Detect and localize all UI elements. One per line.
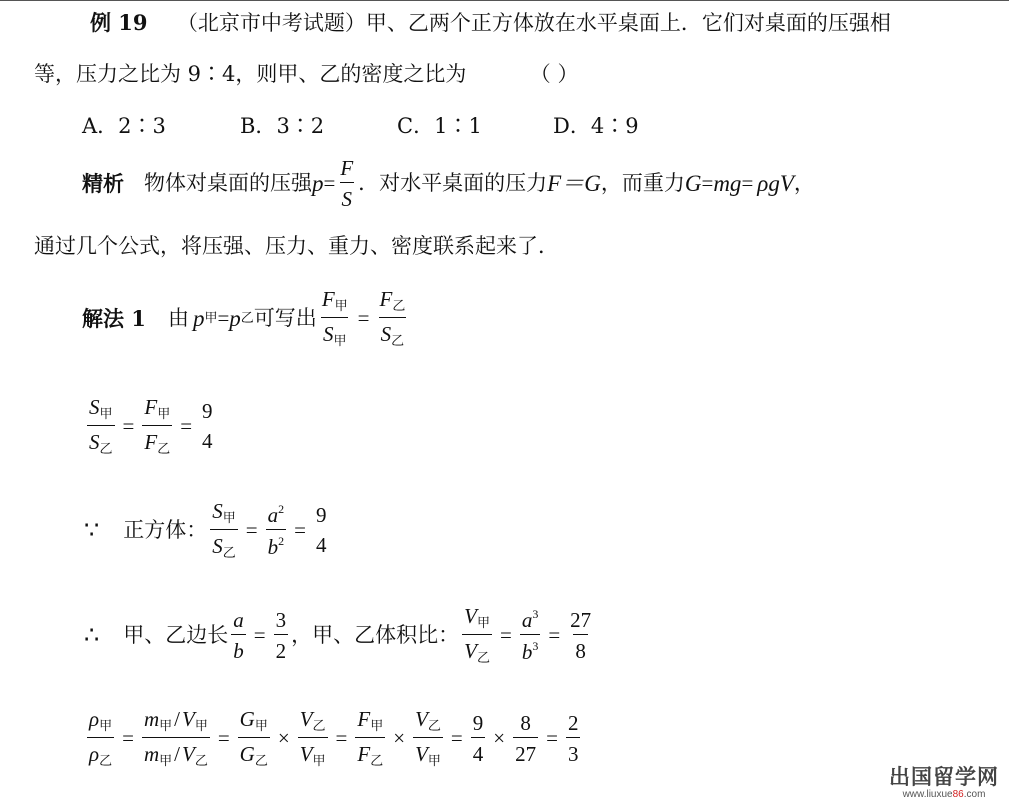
question-line-1 — [90, 12, 891, 34]
watermark-title: 出国留学网 — [889, 764, 999, 789]
option-b: B．3∶2 — [240, 114, 325, 138]
watermark-url: www.liuxue86.com — [902, 789, 986, 800]
answer-paren: （ ） — [529, 62, 579, 86]
equation-area-ratio: $\frac{S_甲}{S_乙}$ = $\frac{F_甲}{F_乙}$ = 9 4 — [89, 395, 213, 457]
equation-cube: ∵ 正方体： $\frac{S_甲}{S_乙}$ = $\frac{a^2}{b^2}$ = 9 4 — [84, 499, 327, 561]
question-line-2 — [34, 64, 578, 85]
site-watermark — [889, 766, 999, 800]
option-d: D．4∶9 — [553, 114, 639, 138]
example-source: （北京市中考试题） — [176, 11, 366, 35]
analysis-line: 精析 物体对桌面的压强 p = $\frac{F}{S}$ ．对水平桌面的压力 F＝G ，而重力 G = mg = ρgV ， — [82, 156, 815, 212]
question-text-1: 甲、乙两个正方体放在水平桌面上．它们对桌面的压强相 — [365, 11, 891, 35]
option-a: A．2∶3 — [82, 114, 166, 138]
solution-label: 解法 1 — [82, 305, 146, 331]
analysis-label: 精析 — [82, 171, 124, 197]
solution-line: 解法 1 由 p 甲 = p 乙 可写出 $\frac{F_甲}{S_甲}$ = $\frac{F_乙}{S_乙}$ — [82, 287, 406, 349]
equation-volume: ∴ 甲、乙边长 $\frac{a}{b}$ = $\frac{3}{2}$ ，甲、乙体积比： $\frac{V_甲}{V_乙}$ = $\frac{a^3}{b^3}$ = $\frac{27}{8}$ — [84, 604, 592, 666]
equation-density: $\frac{\rho_甲}{\rho_乙}$ = $\frac{m_甲/V_甲}{m_甲/V_乙}$ = $\frac{G_甲}{G_乙}$ × $\frac{V_乙}{V_甲}$ = $\frac{F_甲}{F_乙}$ × $\frac{V_乙}{V_甲}$ = $\frac{9}{4}$ × $\frac{8}{27}$ = $\frac{2}{3}$ — [89, 707, 579, 769]
pressure-fraction: $\frac{F}{S}$ — [340, 156, 354, 212]
example-label: 例 19 — [90, 10, 148, 35]
question-text-2: 等，压力之比为 9∶4，则甲、乙的密度之比为 — [34, 62, 467, 86]
analysis-line-2: 通过几个公式，将压强、压力、重力、密度联系起来了． — [34, 234, 559, 258]
top-rule — [0, 0, 1009, 1]
option-c: C．1∶1 — [397, 114, 482, 138]
